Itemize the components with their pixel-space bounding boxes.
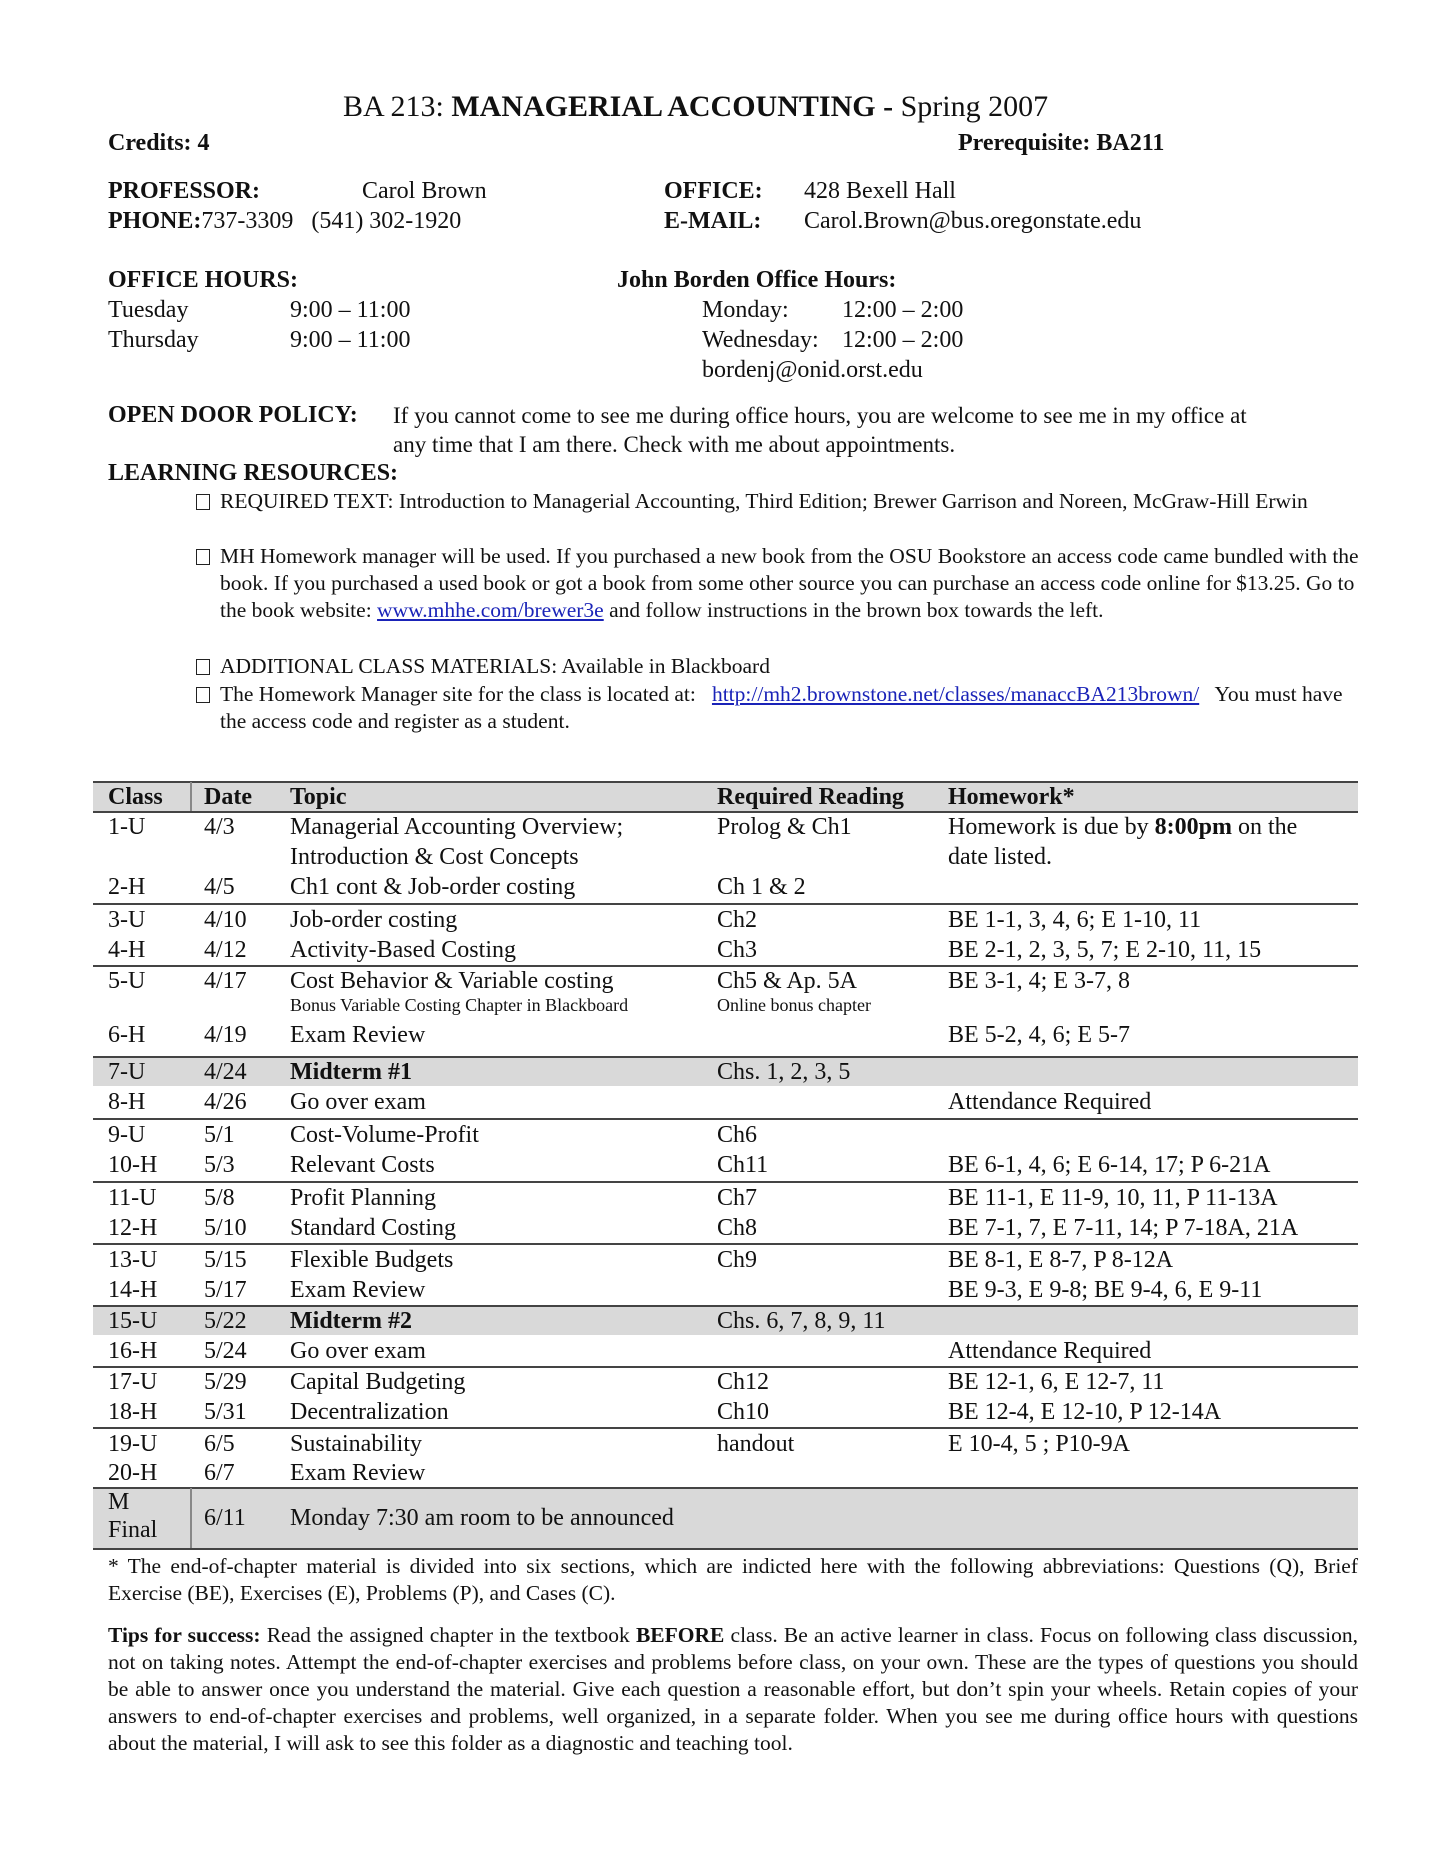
open-door-text: If you cannot come to see me during office hours, you are welcome to see me in my office at <box>393 403 1247 428</box>
date-cell: 5/10 <box>204 1215 247 1241</box>
office-hours-day: Thursday <box>108 327 199 353</box>
topic-cell: Activity-Based Costing <box>290 937 516 963</box>
homework-site-text <box>220 681 1366 735</box>
class-cell: 3-U <box>108 907 146 933</box>
homework-cell <box>948 812 1297 842</box>
borden-hours-day: Monday: <box>702 297 789 323</box>
homework-cell: BE 8-1, E 8-7, P 8-12A <box>948 1247 1174 1273</box>
topic-cell: Midterm #2 <box>290 1308 412 1334</box>
reading-cell: Ch7 <box>717 1185 758 1211</box>
topic-cell: Cost-Volume-Profit <box>290 1122 479 1148</box>
homework-cell: BE 12-4, E 12-10, P 12-14A <box>948 1399 1222 1425</box>
office-hours-time: 9:00 – 11:00 <box>290 297 411 323</box>
class-cell: 1-U <box>108 814 146 840</box>
class-cell: 6-H <box>108 1022 146 1048</box>
office-hours-time: 9:00 – 11:00 <box>290 327 411 353</box>
reading-cell: Ch9 <box>717 1247 758 1273</box>
list-item <box>196 653 1366 680</box>
email-label: E-MAIL: <box>664 208 762 234</box>
borden-hours-day: Wednesday: <box>702 327 819 353</box>
column-divider <box>190 782 192 811</box>
email-value[interactable]: Carol.Brown@bus.oregonstate.edu <box>804 208 1142 234</box>
class-cell: 12-H <box>108 1215 158 1241</box>
date-cell: 6/7 <box>204 1460 235 1486</box>
professor-label: PROFESSOR: <box>108 178 261 204</box>
hw-due-time: 8:00pm <box>1154 814 1232 840</box>
final-row-shade <box>93 1488 1358 1548</box>
column-header: Required Reading <box>717 784 904 810</box>
date-cell: 5/22 <box>204 1308 247 1334</box>
borden-hours-time: 12:00 – 2:00 <box>842 297 964 323</box>
list-item <box>196 681 1366 735</box>
class-cell: Final <box>108 1517 158 1543</box>
course-code: BA 213: <box>343 90 444 123</box>
list-item <box>196 488 1366 542</box>
class-cell: 19-U <box>108 1431 158 1457</box>
topic-note: Bonus Variable Costing Chapter in Blackboard <box>290 995 629 1015</box>
date-cell: 5/31 <box>204 1399 247 1425</box>
date-cell: 5/24 <box>204 1338 247 1364</box>
phone-label: PHONE: <box>108 208 202 234</box>
class-cell: 15-U <box>108 1308 158 1334</box>
date-cell: 4/17 <box>204 968 247 994</box>
date-cell: 5/1 <box>204 1122 235 1148</box>
class-cell: 5-U <box>108 968 146 994</box>
class-cell: 16-H <box>108 1338 158 1364</box>
reading-cell: Ch10 <box>717 1399 770 1425</box>
reading-cell: Chs. 6, 7, 8, 9, 11 <box>717 1308 886 1334</box>
hw-post: on the <box>1231 814 1298 840</box>
credits: Credits: 4 <box>108 130 210 156</box>
reading-cell: Ch3 <box>717 937 758 963</box>
column-header: Date <box>204 784 252 810</box>
reading-cell: Ch12 <box>717 1369 770 1395</box>
homework-cell: Attendance Required <box>948 1338 1152 1364</box>
class-cell: 8-H <box>108 1089 146 1115</box>
date-cell: 4/24 <box>204 1059 247 1085</box>
reading-cell: Prolog & Ch1 <box>717 814 852 840</box>
homework-cell: BE 1-1, 3, 4, 6; E 1-10, 11 <box>948 907 1202 933</box>
date-cell: 4/19 <box>204 1022 247 1048</box>
class-cell: 11-U <box>108 1185 157 1211</box>
required-text: REQUIRED TEXT: Introduction to Managerial Accounting, Third Edition; Brewer Garrison and Noreen, McGraw-Hill Erwin <box>220 489 1308 513</box>
date-cell: 4/5 <box>204 874 235 900</box>
homework-cell: BE 3-1, 4; E 3-7, 8 <box>948 968 1130 994</box>
tips-paragraph <box>108 1622 1358 1757</box>
topic-cell: Relevant Costs <box>290 1152 435 1178</box>
reading-cell: Ch2 <box>717 907 758 933</box>
phone-line <box>108 208 461 235</box>
topic-cell: Exam Review <box>290 1277 426 1303</box>
date-cell: 4/26 <box>204 1089 247 1115</box>
column-header: Class <box>108 784 163 810</box>
topic-cell: Midterm #1 <box>290 1059 412 1085</box>
prerequisite: Prerequisite: BA211 <box>958 130 1165 156</box>
class-cell: M <box>108 1489 130 1515</box>
class-cell: 10-H <box>108 1152 158 1178</box>
book-website-link[interactable]: www.mhhe.com/brewer3e <box>377 598 604 622</box>
topic-cell: Decentralization <box>290 1399 449 1425</box>
topic-cell: Exam Review <box>290 1460 426 1486</box>
homework-cell: date listed. <box>948 844 1052 870</box>
topic-cell: Capital Budgeting <box>290 1369 466 1395</box>
reading-cell: Ch8 <box>717 1215 758 1241</box>
date-cell: 4/3 <box>204 814 235 840</box>
borden-hours-label: John Borden Office Hours: <box>617 267 897 293</box>
class-cell: 17-U <box>108 1369 158 1395</box>
professor-name: Carol Brown <box>362 178 487 204</box>
reading-cell: Chs. 1, 2, 3, 5 <box>717 1059 851 1085</box>
tips-emphasis: BEFORE <box>635 1623 725 1647</box>
table-rule <box>93 1487 1358 1489</box>
column-header: Topic <box>290 784 347 810</box>
date-cell: 4/10 <box>204 907 247 933</box>
tips-text-pre: Read the assigned chapter in the textbook <box>260 1623 636 1647</box>
homework-cell: E 10-4, 5 ; P10-9A <box>948 1431 1130 1457</box>
topic-cell: Cost Behavior & Variable costing <box>290 968 614 994</box>
table-rule <box>93 1548 1358 1550</box>
course-name: MANAGERIAL ACCOUNTING - <box>451 90 894 123</box>
topic-cell: Flexible Budgets <box>290 1247 454 1273</box>
class-cell: 18-H <box>108 1399 158 1425</box>
borden-email[interactable]: bordenj@onid.orst.edu <box>702 357 923 383</box>
checkbox-bullet-icon <box>196 659 210 675</box>
list-item <box>196 543 1366 651</box>
date-cell: 5/8 <box>204 1185 235 1211</box>
class-cell: 14-H <box>108 1277 158 1303</box>
topic-cell: Monday 7:30 am room to be announced <box>290 1505 674 1531</box>
date-cell: 6/11 <box>204 1505 246 1531</box>
topic-cell: Managerial Accounting Overview; <box>290 814 624 840</box>
class-cell: 9-U <box>108 1122 146 1148</box>
tips-label: Tips for success: <box>108 1623 261 1647</box>
topic-cell: Go over exam <box>290 1089 426 1115</box>
class-cell: 13-U <box>108 1247 158 1273</box>
additional-materials-text: ADDITIONAL CLASS MATERIALS: Available in Blackboard <box>220 654 770 678</box>
date-cell: 6/5 <box>204 1431 235 1457</box>
hm-text-post: and follow instructions in the brown box towards the left. <box>603 598 1104 622</box>
hm-text-pre: MH Homework manager will be used. If you purchased a new book from the OSU Bookstore an access code came bundled with the book. If you purchased a used book or got a book from some other source you can purchase an access code online for $13.25. Go to the book website: <box>220 544 1359 622</box>
reading-note: Online bonus chapter <box>717 995 871 1015</box>
topic-cell: Ch1 cont & Job-order costing <box>290 874 576 900</box>
class-cell: 7-U <box>108 1059 146 1085</box>
topic-cell: Exam Review <box>290 1022 426 1048</box>
course-title <box>343 90 1048 124</box>
class-cell: 4-H <box>108 937 146 963</box>
reading-cell: Ch6 <box>717 1122 758 1148</box>
topic-cell: Introduction & Cost Concepts <box>290 844 579 870</box>
topic-cell: Standard Costing <box>290 1215 456 1241</box>
office-value: 428 Bexell Hall <box>804 178 956 204</box>
reading-cell: Ch 1 & 2 <box>717 874 806 900</box>
course-term: Spring 2007 <box>900 90 1049 123</box>
open-door-text: any time that I am there. Check with me about appointments. <box>393 432 956 457</box>
date-cell: 5/15 <box>204 1247 247 1273</box>
homework-cell: BE 11-1, E 11-9, 10, 11, P 11-13A <box>948 1185 1278 1211</box>
homework-cell: BE 7-1, 7, E 7-11, 14; P 7-18A, 21A <box>948 1215 1299 1241</box>
tips-text-post: class. Be an active learner in class. Focus on following class discussion, not on taking notes. Attempt the end-of-chapter exercises and problems before class, on your own. These are the types of questions you should be able to answer once you understand the material. Give each question a reasonable effort, but don’t spin your wheels. Retain copies of your answers to end-of-chapter exercises and problems, well organized, in a separate folder. When you see me during office hours with questions about the material, I will ask to see this folder as a diagnostic and teaching tool. <box>108 1623 1358 1755</box>
class-cell: 2-H <box>108 874 146 900</box>
open-door-label: OPEN DOOR POLICY: <box>108 402 358 428</box>
topic-cell: Job-order costing <box>290 907 458 933</box>
topic-cell: Sustainability <box>290 1431 422 1457</box>
reading-cell: handout <box>717 1431 795 1457</box>
homework-cell: BE 12-1, 6, E 12-7, 11 <box>948 1369 1165 1395</box>
reading-cell: Ch11 <box>717 1152 769 1178</box>
homework-cell: BE 5-2, 4, 6; E 5-7 <box>948 1022 1130 1048</box>
hw-pre: Homework is due by <box>948 814 1155 840</box>
date-cell: 5/17 <box>204 1277 247 1303</box>
borden-hours-time: 12:00 – 2:00 <box>842 327 964 353</box>
homework-site-link[interactable]: http://mh2.brownstone.net/classes/manaccBA213brown/ <box>711 682 1200 706</box>
homework-cell: BE 6-1, 4, 6; E 6-14, 17; P 6-21A <box>948 1152 1271 1178</box>
column-divider <box>190 1488 192 1548</box>
site-text-pre: The Homework Manager site for the class is located at: <box>220 682 712 706</box>
checkbox-bullet-icon <box>196 494 210 510</box>
reading-cell: Ch5 & Ap. 5A <box>717 968 858 994</box>
homework-cell: BE 2-1, 2, 3, 5, 7; E 2-10, 11, 15 <box>948 937 1262 963</box>
checkbox-bullet-icon <box>196 687 210 703</box>
site-text-post: You must have the access code and register as a student. <box>220 682 1348 733</box>
homework-cell: BE 9-3, E 9-8; BE 9-4, 6, E 9-11 <box>948 1277 1263 1303</box>
phone-value: 737-3309 (541) 302-1920 <box>201 208 462 234</box>
homework-cell: Attendance Required <box>948 1089 1152 1115</box>
topic-cell: Go over exam <box>290 1338 426 1364</box>
date-cell: 5/29 <box>204 1369 247 1395</box>
date-cell: 4/12 <box>204 937 247 963</box>
class-cell: 20-H <box>108 1460 158 1486</box>
homework-manager-text <box>220 543 1366 624</box>
date-cell: 5/3 <box>204 1152 235 1178</box>
office-label: OFFICE: <box>664 178 763 204</box>
learning-resources-label: LEARNING RESOURCES: <box>108 460 399 486</box>
office-hours-label: OFFICE HOURS: <box>108 267 299 293</box>
column-header: Homework* <box>948 784 1075 810</box>
office-hours-day: Tuesday <box>108 297 189 323</box>
topic-cell: Profit Planning <box>290 1185 437 1211</box>
checkbox-bullet-icon <box>196 549 210 565</box>
footnote: * The end-of-chapter material is divided into six sections, which are indicted here with the following abbreviations: Questions (Q), Brief Exercise (BE), Exercises (E), Problems (P), and Cases (C). <box>108 1554 1358 1605</box>
